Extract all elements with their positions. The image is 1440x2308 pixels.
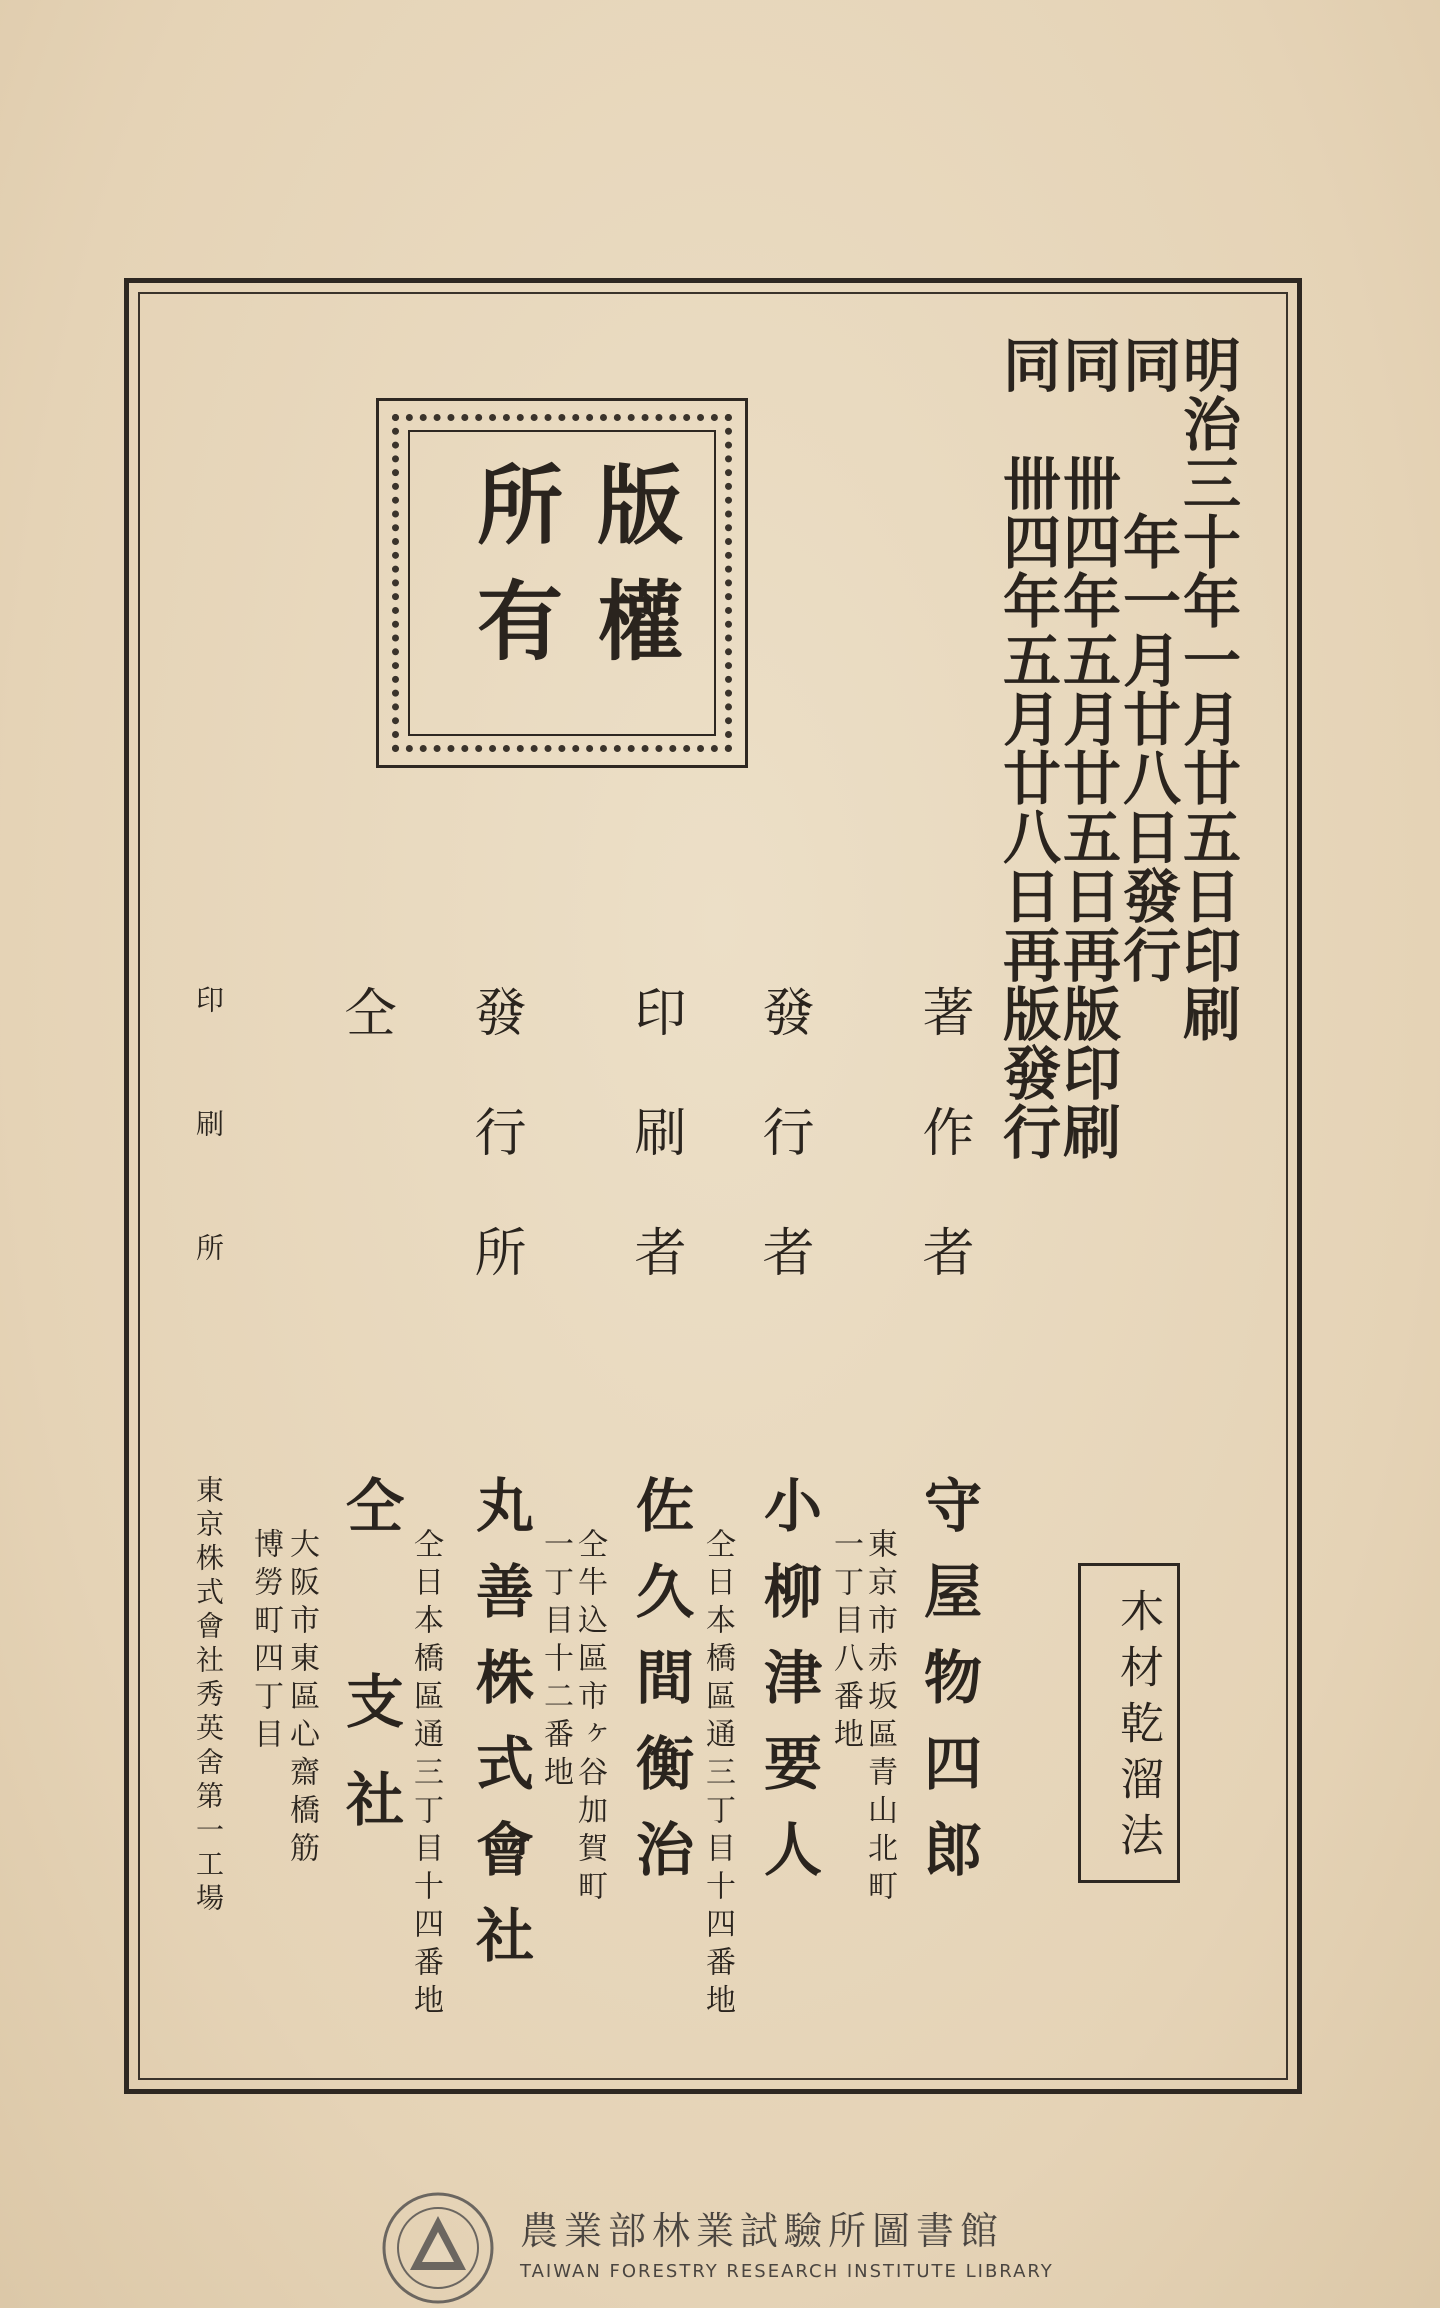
print-office-label: 印刷所	[192, 985, 225, 1357]
office-name: 丸善株式會社	[466, 1475, 534, 1991]
publisher-name: 小柳津要人	[754, 1475, 822, 1905]
office-address: 仝日本橋區通三丁目十四番地	[408, 1528, 443, 2022]
office-label: 發行所	[465, 985, 525, 1345]
branch-name: 仝 支社	[336, 1475, 404, 1867]
library-name-chinese: 農業部林業試驗所圖書館	[520, 2209, 1005, 2253]
author-label: 著作者	[913, 985, 973, 1345]
publisher-address: 仝日本橋區通三丁目十四番地	[700, 1528, 735, 2022]
author-address-1: 東京市赤坂區青山北町	[862, 1528, 897, 1908]
book-title-box	[1078, 1563, 1180, 1883]
print-office-name: 東京株式會社秀英舍第一工場	[192, 1475, 225, 1917]
printer-address-1: 仝牛込區市ヶ谷加賀町	[572, 1528, 607, 1908]
printer-name: 佐久間衡治	[626, 1475, 694, 1905]
printer-label: 印刷者	[625, 985, 685, 1345]
library-seal-icon	[378, 2188, 498, 2308]
branch-address-2: 博勞町四丁目	[248, 1528, 283, 1756]
library-name-english: TAIWAN FORESTRY RESEARCH INSTITUTE LIBRARY	[520, 2261, 1054, 2282]
date-reprint: 同 卌四年五月廿五日再版印刷	[1053, 335, 1121, 1161]
author-address-2: 一丁目八番地	[828, 1528, 863, 1756]
date-first-print: 明治三十年一月廿五日印刷	[1173, 335, 1241, 1043]
publisher-label: 發行者	[753, 985, 813, 1345]
book-title: 木材乾溜法	[1112, 1588, 1163, 1868]
printer-address-2: 一丁目十二番地	[538, 1528, 573, 1794]
author-name: 守屋物四郎	[914, 1475, 982, 1905]
stamp-text-left: 所有	[462, 460, 563, 692]
branch-address-1: 大阪市東區心齋橋筋	[284, 1528, 319, 1870]
date-first-issue: 同 年一月廿八日發行	[1113, 335, 1181, 984]
date-reissue: 同 卌四年五月廿八日再版發行	[993, 335, 1061, 1161]
branch-label: 仝	[335, 985, 395, 1105]
stamp-text-right: 版權	[582, 460, 683, 692]
